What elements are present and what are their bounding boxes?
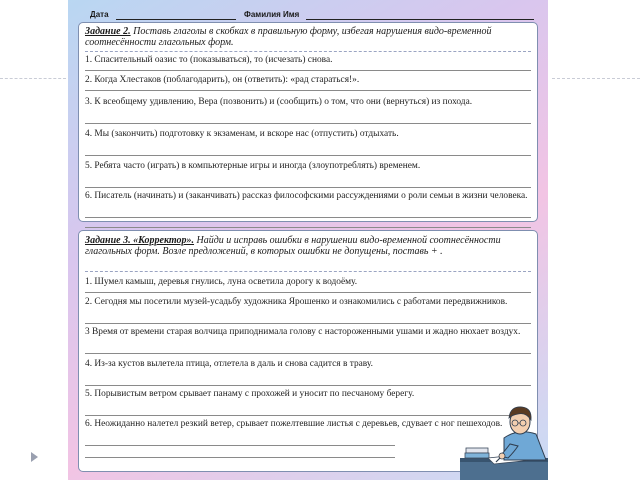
task2-item-3: 3. К всеобщему удивлению, Вера (позвонить) и (сообщить) о том, что они (вернуться) из похода.	[85, 97, 531, 108]
slide-guide-left	[0, 78, 66, 79]
slide-guide-right	[552, 78, 640, 79]
answer-line[interactable]	[85, 217, 531, 218]
date-line	[116, 19, 236, 20]
task2-panel	[78, 22, 538, 222]
name-line	[306, 19, 534, 20]
answer-line[interactable]	[85, 155, 531, 156]
answer-line[interactable]	[85, 292, 531, 293]
answer-line[interactable]	[85, 385, 531, 386]
task2-item-5: 5. Ребята часто (играть) в компьютерные игры и иногда (злоупотреблять) временем.	[85, 161, 531, 172]
task3-item-5: 5. Порывистым ветром срывает панаму с прохожей и уносит по песчаному берегу.	[85, 389, 531, 400]
task3-item-1: 1. Шумел камыш, деревья гнулись, луна осветила дорогу к водоёму.	[85, 277, 531, 288]
task3-title	[85, 235, 531, 257]
task3-item-4: 4. Из-за кустов вылетела птица, отлетела в даль и снова садится в траву.	[85, 359, 531, 370]
answer-line[interactable]	[85, 227, 531, 228]
answer-line[interactable]	[85, 70, 531, 71]
student-writing-illustration	[460, 398, 548, 480]
worksheet	[68, 0, 548, 480]
task3-item-2: 2. Сегодня мы посетили музей-усадьбу художника Ярошенко и ознакомились с работами передвижников.	[85, 297, 531, 308]
name-label: Фамилия Имя	[244, 10, 300, 19]
task2-item-4: 4. Мы (закончить) подготовку к экзаменам, и вскоре нас (отпустить) отдыхать.	[85, 129, 531, 140]
triangle-right-icon[interactable]	[31, 452, 38, 462]
answer-line[interactable]	[85, 187, 531, 188]
worksheet-inner	[74, 0, 542, 480]
task2-item-2: 2. Когда Хлестаков (поблагодарить), он (ответить): «рад стараться!».	[85, 75, 531, 86]
task2-item-6: 6. Писатель (начинать) и (заканчивать) рассказ философскими рассуждениями о роли семьи в жизни человека.	[85, 191, 531, 202]
task3-item-6: 6. Неожиданно налетел резкий ветер, срывает пожелтевшие листья с деревьев, сдувает с ног пешеходов.	[85, 419, 531, 430]
answer-line[interactable]	[85, 90, 531, 91]
task2-title-text: Поставь глаголы в скобках в правильную форму, избегая нарушения видо-временной соотнесённости глагольных форм.	[85, 26, 492, 48]
task3-title-bold: Задание 3. «Корректор».	[85, 235, 195, 246]
answer-line[interactable]	[85, 445, 395, 446]
task2-separator	[85, 51, 531, 52]
task3-item-3: 3 Время от времени старая волчица приподнимала голову с настороженными ушами и жадно нюхает воздух.	[85, 327, 531, 338]
task3-title-text: Найди и исправь ошибки в нарушении видо-временной соотнесённости глагольных форм. Возле предложений, в которых ошибки не допущены, поставь + .	[85, 235, 501, 257]
worksheet-header	[82, 8, 534, 22]
task3-separator	[85, 271, 531, 272]
date-label: Дата	[90, 10, 109, 19]
answer-line[interactable]	[85, 353, 531, 354]
answer-line[interactable]	[85, 457, 395, 458]
task2-title	[85, 26, 531, 48]
answer-line[interactable]	[85, 323, 531, 324]
answer-line[interactable]	[85, 123, 531, 124]
task2-title-bold: Задание 2.	[85, 26, 131, 37]
task2-item-1: 1. Спасительный оазис то (показываться), то (исчезать) снова.	[85, 55, 531, 66]
